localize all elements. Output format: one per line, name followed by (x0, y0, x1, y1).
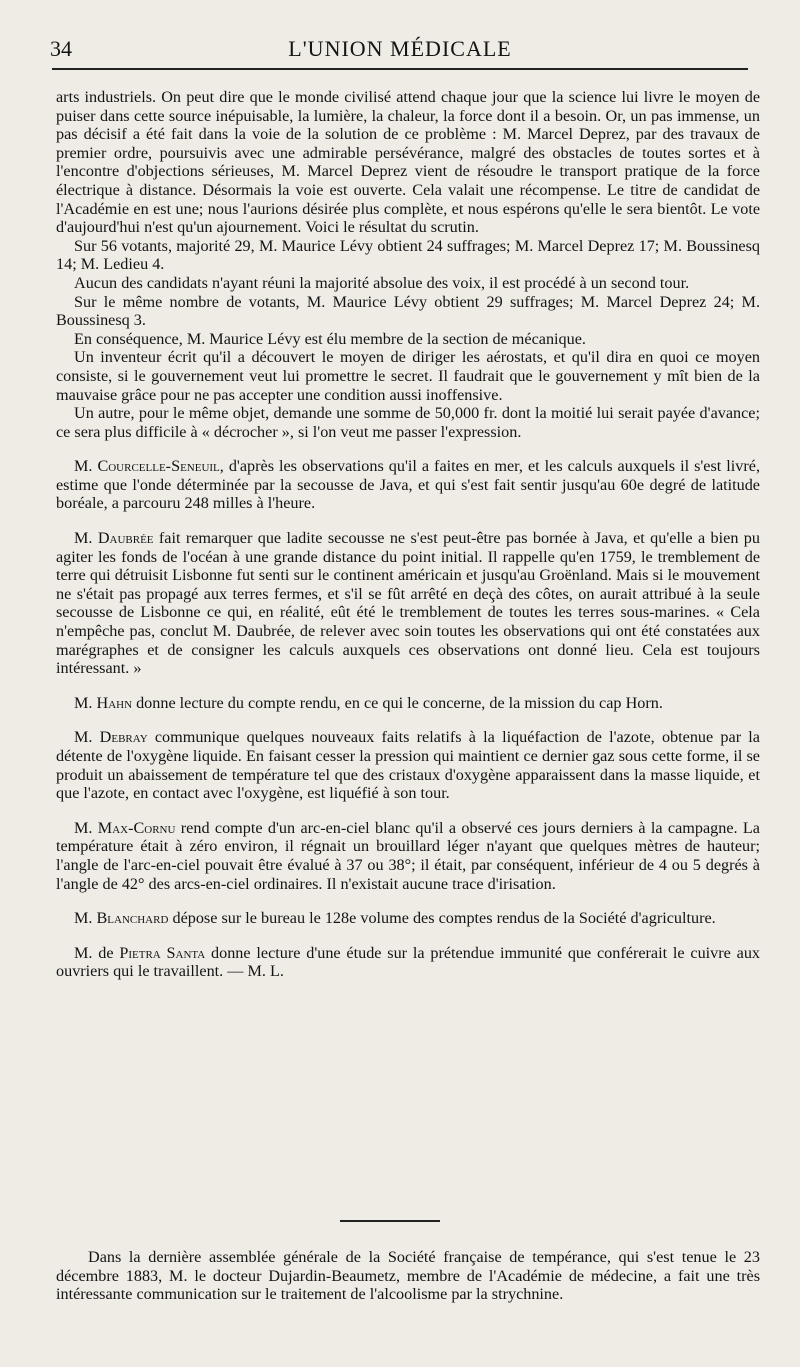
section-paragraph: M. Courcelle-Seneuil, d'après les observations qu'il a faites en mer, et les calculs auxquels il s'est livré, estime que l'onde déterminée par la secousse de Java, et qui s'est fait sentir jusqu'au 60e degré de latitude boréale, a parcouru 248 milles à l'heure. (56, 457, 760, 513)
header-rule (52, 68, 748, 70)
section-paragraph: M. Debray communique quelques nouveaux faits relatifs à la liquéfaction de l'azote, obtenue par la détente de l'oxygène liquide. En faisant cesser la pression qui maintient ce dernier gaz sous cette forme, il se produit un abaissement de température tel que des cristaux d'oxygène apparaissent dans la masse liquide, et que l'azote, en contact avec l'oxygène, est liquéfié à son tour. (56, 728, 760, 803)
paragraph: Sur 56 votants, majorité 29, M. Maurice Lévy obtient 24 suffrages; M. Marcel Deprez 17; M. Boussinesq 14; M. Ledieu 4. (56, 236, 760, 274)
section-paragraph: M. Hahn donne lecture du compte rendu, en ce qui le concerne, de la mission du cap Horn. (74, 693, 663, 712)
paragraph: Un autre, pour le même objet, demande une somme de 50,000 fr. dont la moitié lui serait payée d'avance; ce sera plus difficile à « décrocher », si l'on veut me passer l'expression. (56, 404, 760, 441)
speaker-name: Daubrée (97, 529, 154, 548)
paragraph: Sur le même nombre de votants, M. Maurice Lévy obtient 29 suffrages; M. Marcel Deprez 24; M. Boussinesq 3. (56, 292, 760, 330)
speaker-name: Pietra Santa (119, 943, 206, 962)
paragraph: Un inventeur écrit qu'il a découvert le moyen de diriger les aérostats, et qu'il dira en quoi ce moyen consiste, si le gouvernement veut lui promettre le secret. Il faudrait que le gouvernement y mît bien de la mauvaise grâce pour ne pas accepter une condition aussi inoffensive. (56, 348, 760, 404)
closing-section (56, 1248, 760, 1304)
section-paragraph: M. Daubrée fait remarquer que ladite secousse ne s'est peut-être pas bornée à Java, et qu'elle a bien pu agiter les fonds de l'océan à une grande distance du point initial. Il rappelle qu'en 1759, le tremblement de terre qui détruisit Lisbonne fut senti sur le continent américain et jusqu'au Groënland. Mais si le mouvement ne s'était pas propagé aux terres fermes, et s'il se fût arrêté en deçà des côtes, on aurait attribué à la seule secousse de Lisbonne ce qui, en réalité, eût été le tremblement de toutes les terres sous-marines. « Cela n'empêche pas, conclut M. Daubrée, de relever avec soin toutes les observations qui ont été constatées aux marégraphes et de consigner les calculs auxquels ces observations ont donné lieu. Cela est toujours intéressant. » (56, 529, 760, 678)
speaker-name: Blanchard (96, 909, 169, 928)
paragraph: arts industriels. On peut dire que le monde civilisé attend chaque jour que la science lui livre le moyen de puiser dans cette source inépuisable, la lumière, la chaleur, la force dont il a besoin. Or, un pas immense, un pas décisif a été fait dans la voie de la solution de ce problème : M. Marcel Deprez, par des travaux de premier ordre, poursuivis avec une admirable persévérance, malgré des obstacles de toutes sortes et à l'encontre d'objections sérieuses, M. Marcel Deprez vient de résoudre le transport pratique de la force électrique à distance. Désormais la voie est ouverte. Cela valait une récompense. Le titre de candidat de l'Académie en est une; nous l'aurions désirée plus complète, et nous espérons qu'elle le sera bientôt. Le vote d'aujourd'hui n'est qu'un ajournement. Voici le résultat du scrutin. (56, 88, 760, 237)
paragraph: Dans la dernière assemblée générale de la Société française de tempérance, qui s'est tenue le 23 décembre 1883, M. le docteur Dujardin-Beaumetz, membre de l'Académie de médecine, a fait une très intéressante communication sur le traitement de l'alcoolisme par la strychnine. (56, 1248, 760, 1304)
running-title: L'UNION MÉDICALE (288, 36, 512, 61)
section-paragraph: M. de Pietra Santa donne lecture d'une étude sur la prétendue immunité que conférerait le cuivre aux ouvriers qui le travaillent. — M. L. (56, 943, 761, 981)
section-paragraph: M. Max-Cornu rend compte d'un arc-en-ciel blanc qu'il a observé ces jours derniers à la campagne. La température était à zéro environ, il régnait un brouillard léger n'ayant que quelques mètres de hauteur; l'angle de l'arc-en-ciel pouvait être évalué à 37 ou 38°; il était, par conséquent, inférieur de 4 ou 5 degrés à l'angle de 42° des arcs-en-ciel ordinaires. Il n'existait aucune trace d'irisation. (56, 818, 760, 893)
page-number: 34 (50, 36, 72, 61)
speaker-name: Debray (99, 728, 148, 747)
section-paragraph: M. Blanchard dépose sur le bureau le 128e volume des comptes rendus de la Société d'agriculture. (74, 909, 716, 928)
speaker-name: Courcelle-Seneuil (97, 457, 220, 476)
paragraph: En conséquence, M. Maurice Lévy est élu membre de la section de mécanique. (74, 329, 586, 348)
speaker-name: Hahn (96, 693, 133, 712)
article-body (56, 88, 760, 981)
section-divider (340, 1220, 440, 1222)
speaker-name: Max-Cornu (97, 818, 176, 837)
page-header (50, 36, 750, 66)
paragraph: Aucun des candidats n'ayant réuni la majorité absolue des voix, il est procédé à un second tour. (74, 273, 690, 292)
